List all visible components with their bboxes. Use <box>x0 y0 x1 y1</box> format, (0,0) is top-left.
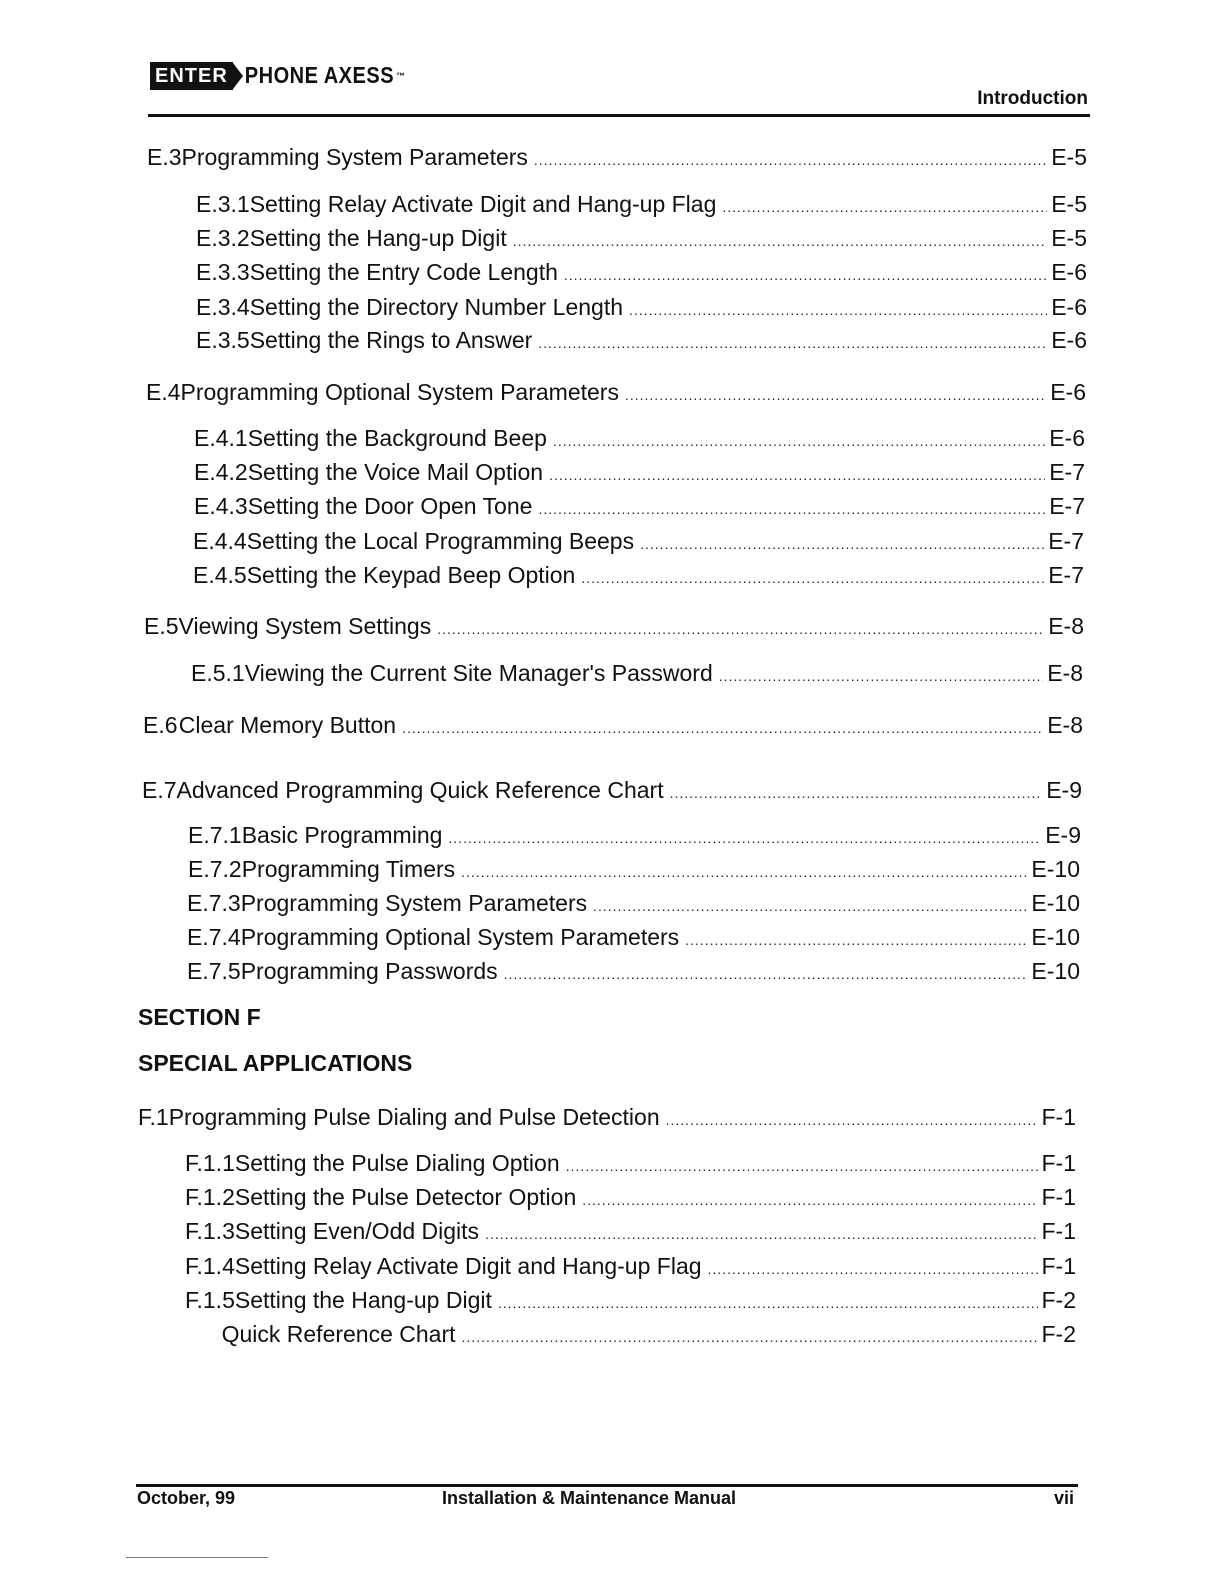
toc-leader-dots <box>685 932 1027 948</box>
footer-page-number: vii <box>1053 1488 1074 1508</box>
toc-entry-number: E.7.4 <box>187 924 241 950</box>
toc-entry <box>187 924 1080 951</box>
toc-entry-number: E.4.2 <box>194 459 248 485</box>
toc-entry-title: Setting the Voice Mail Option <box>247 459 544 485</box>
toc-leader-dots <box>498 1295 1038 1311</box>
toc-entry-title: Programming Pulse Dialing and Pulse Detection <box>168 1104 660 1130</box>
toc-leader-dots <box>513 233 1047 249</box>
toc-leader-dots <box>582 1192 1037 1208</box>
toc-entry <box>196 191 1087 218</box>
toc-entry <box>144 613 1084 640</box>
toc-entry-title: Setting the Local Programming Beeps <box>246 528 635 554</box>
footer-divider <box>136 1484 1078 1487</box>
toc-entry-page: E-8 <box>1047 712 1083 738</box>
toc-entry-number: E.3.4 <box>196 294 250 320</box>
toc-entry <box>196 225 1087 252</box>
toc-entry-page: E-6 <box>1051 259 1087 285</box>
scan-edge-line <box>126 1557 268 1558</box>
toc-leader-dots <box>462 1329 1038 1345</box>
toc-entry-page: E-6 <box>1051 327 1087 353</box>
toc-leader-dots <box>629 302 1047 318</box>
toc-entry-page: F-2 <box>1041 1287 1076 1313</box>
toc-entry-title: Setting Even/Odd Digits <box>234 1218 480 1244</box>
toc-entry <box>196 327 1087 354</box>
toc-entry-title: Setting Relay Activate Digit and Hang-up Flag <box>249 191 717 217</box>
toc-entry-title: Setting Relay Activate Digit and Hang-up Flag <box>234 1253 702 1279</box>
trademark-mark: ™ <box>396 71 406 81</box>
toc-entry <box>185 1287 1076 1314</box>
toc-entry-number: F.1 <box>138 1104 169 1130</box>
toc-entry <box>185 1218 1076 1245</box>
toc-entry <box>146 379 1086 406</box>
toc-entry <box>142 777 1082 804</box>
toc-entry-number: E.4.5 <box>193 562 247 588</box>
toc-entry-title: Setting the Pulse Dialing Option <box>234 1150 560 1176</box>
toc-entry-number: E.4.1 <box>194 425 248 451</box>
toc-entry-number: E.3.2 <box>196 225 250 251</box>
toc-entry-title: Setting the Rings to Answer <box>249 327 533 353</box>
toc-entry-number: E.4.3 <box>194 493 248 519</box>
toc-leader-dots <box>534 152 1047 168</box>
toc-entry-title: Setting the Door Open Tone <box>247 493 533 519</box>
toc-entry <box>196 294 1087 321</box>
toc-entry <box>194 459 1085 486</box>
toc-leader-dots <box>402 720 1043 736</box>
toc-leader-dots <box>553 433 1045 449</box>
brand-logo-text: PHONE AXESS <box>244 62 395 89</box>
toc-entry-number: F.1.2 <box>185 1184 235 1210</box>
toc-leader-dots <box>564 267 1047 283</box>
toc-entry-page: F-1 <box>1041 1253 1076 1279</box>
toc-entry <box>188 856 1080 883</box>
toc-entry-page: E-7 <box>1048 562 1084 588</box>
toc-entry-title: Setting the Keypad Beep Option <box>246 562 576 588</box>
toc-entry-number: F.1.3 <box>185 1218 235 1244</box>
toc-entry-page: E-5 <box>1051 144 1087 170</box>
toc-entry <box>193 562 1084 589</box>
toc-entry-number: E.7.1 <box>188 822 242 848</box>
toc-entry-title: Programming Optional System Parameters <box>180 379 619 405</box>
toc-entry-title: Advanced Programming Quick Reference Chart <box>176 777 664 803</box>
toc-entry-page: F-2 <box>1041 1321 1076 1347</box>
toc-entry-page: E-10 <box>1031 890 1080 916</box>
toc-entry <box>147 144 1087 171</box>
toc-leader-dots <box>722 199 1047 215</box>
toc-entry-number: E.5.1 <box>191 660 245 686</box>
section-heading: SPECIAL APPLICATIONS <box>138 1050 413 1076</box>
toc-leader-dots <box>448 830 1041 846</box>
toc-entry-title: Setting the Pulse Detector Option <box>234 1184 577 1210</box>
toc-entry-title: Programming Timers <box>241 856 456 882</box>
toc-entry-number: E.3.1 <box>196 191 250 217</box>
toc-entry-page: E-7 <box>1048 528 1084 554</box>
section-label: SECTION F <box>138 1004 261 1030</box>
toc-entry-title: Setting the Hang-up Digit <box>234 1287 492 1313</box>
toc-entry-title: Quick Reference Chart <box>221 1321 456 1347</box>
toc-entry <box>188 822 1081 849</box>
toc-entry-number: F.1.4 <box>185 1253 235 1279</box>
toc-entry <box>191 660 1083 687</box>
footer-date: October, 99 <box>137 1488 236 1508</box>
toc-entry-page: E-10 <box>1031 958 1080 984</box>
toc-entry-page: E-5 <box>1051 191 1087 217</box>
toc-entry-page: E-8 <box>1047 660 1083 686</box>
header-section-title: Introduction <box>977 88 1088 109</box>
toc-entry-title: Basic Programming <box>241 822 443 848</box>
toc-leader-dots <box>640 536 1044 552</box>
toc-leader-dots <box>538 501 1045 517</box>
toc-leader-dots <box>566 1158 1038 1174</box>
toc-entry-page: F-1 <box>1041 1218 1076 1244</box>
toc-entry-page: E-6 <box>1051 294 1087 320</box>
brand-logo-box: ENTER <box>150 62 233 90</box>
toc-entry <box>143 712 1083 739</box>
toc-entry-number: E.3.5 <box>196 327 250 353</box>
toc-entry-page: F-1 <box>1041 1104 1076 1130</box>
toc-entry-page: E-8 <box>1048 613 1084 639</box>
toc-entry-number: F.1.5 <box>185 1287 235 1313</box>
toc-entry <box>138 1104 1076 1131</box>
toc-leader-dots <box>719 668 1043 684</box>
toc-entry <box>194 425 1085 452</box>
toc-entry-page: E-9 <box>1046 777 1082 803</box>
toc-entry <box>196 259 1087 286</box>
toc-entry-number: E.7.2 <box>188 856 242 882</box>
toc-entry-number: E.7.3 <box>187 890 241 916</box>
toc-entry <box>185 1184 1076 1211</box>
toc-entry-number: E.5 <box>144 613 179 639</box>
toc-leader-dots <box>538 335 1047 351</box>
toc-entry-number: E.7 <box>142 777 177 803</box>
toc-entry-page: E-10 <box>1031 924 1080 950</box>
toc-entry-page: E-7 <box>1049 459 1085 485</box>
toc-entry-page: E-6 <box>1049 425 1085 451</box>
toc-entry-number: E.7.5 <box>187 958 241 984</box>
toc-entry <box>185 1253 1076 1280</box>
toc-entry <box>187 890 1080 917</box>
toc-entry-page: F-1 <box>1041 1184 1076 1210</box>
toc-leader-dots <box>581 570 1044 586</box>
toc-leader-dots <box>461 864 1027 880</box>
toc-entry-title: Setting the Hang-up Digit <box>249 225 507 251</box>
toc-entry-page: E-6 <box>1050 379 1086 405</box>
toc-leader-dots <box>625 387 1046 403</box>
toc-entry-title: Setting the Background Beep <box>247 425 547 451</box>
toc-entry-title: Programming System Parameters <box>240 890 588 916</box>
toc-entry-title: Setting the Directory Number Length <box>249 294 624 320</box>
toc-entry-page: F-1 <box>1041 1150 1076 1176</box>
toc-entry <box>194 493 1085 520</box>
toc-entry-page: E-5 <box>1051 225 1087 251</box>
toc-entry-number: F.1.1 <box>185 1150 235 1176</box>
toc-leader-dots <box>549 467 1045 483</box>
toc-entry <box>185 1150 1076 1177</box>
toc-leader-dots <box>593 898 1027 914</box>
toc-entry-title: Programming Optional System Parameters <box>240 924 680 950</box>
toc-entry-title: Programming Passwords <box>240 958 498 984</box>
toc-entry-title: Programming System Parameters <box>181 144 528 170</box>
toc-entry-number: E.4 <box>146 379 181 405</box>
toc-leader-dots <box>666 1112 1038 1128</box>
toc-entry <box>193 528 1084 555</box>
toc-entry-page: E-9 <box>1045 822 1081 848</box>
toc-entry-number: E.6 <box>143 712 178 738</box>
toc-entry-title: Setting the Entry Code Length <box>249 259 558 285</box>
toc-entry-number: E.3.3 <box>196 259 250 285</box>
toc-entry-number: E.4.4 <box>193 528 247 554</box>
toc-entry-number: E.3 <box>147 144 182 170</box>
toc-leader-dots <box>504 966 1028 982</box>
toc-entry-page: E-7 <box>1049 493 1085 519</box>
toc-leader-dots <box>485 1226 1037 1242</box>
toc-entry <box>185 1321 1076 1348</box>
toc-entry-title: Viewing System Settings <box>178 613 432 639</box>
toc-entry <box>187 958 1080 985</box>
toc-leader-dots <box>670 785 1043 801</box>
toc-entry-title: Clear Memory Button <box>178 712 397 738</box>
toc-leader-dots <box>708 1261 1038 1277</box>
footer-manual-title: Installation & Maintenance Manual <box>442 1488 737 1508</box>
toc-entry-page: E-10 <box>1031 856 1080 882</box>
toc-entry-title: Viewing the Current Site Manager's Password <box>244 660 713 686</box>
toc-leader-dots <box>437 621 1044 637</box>
